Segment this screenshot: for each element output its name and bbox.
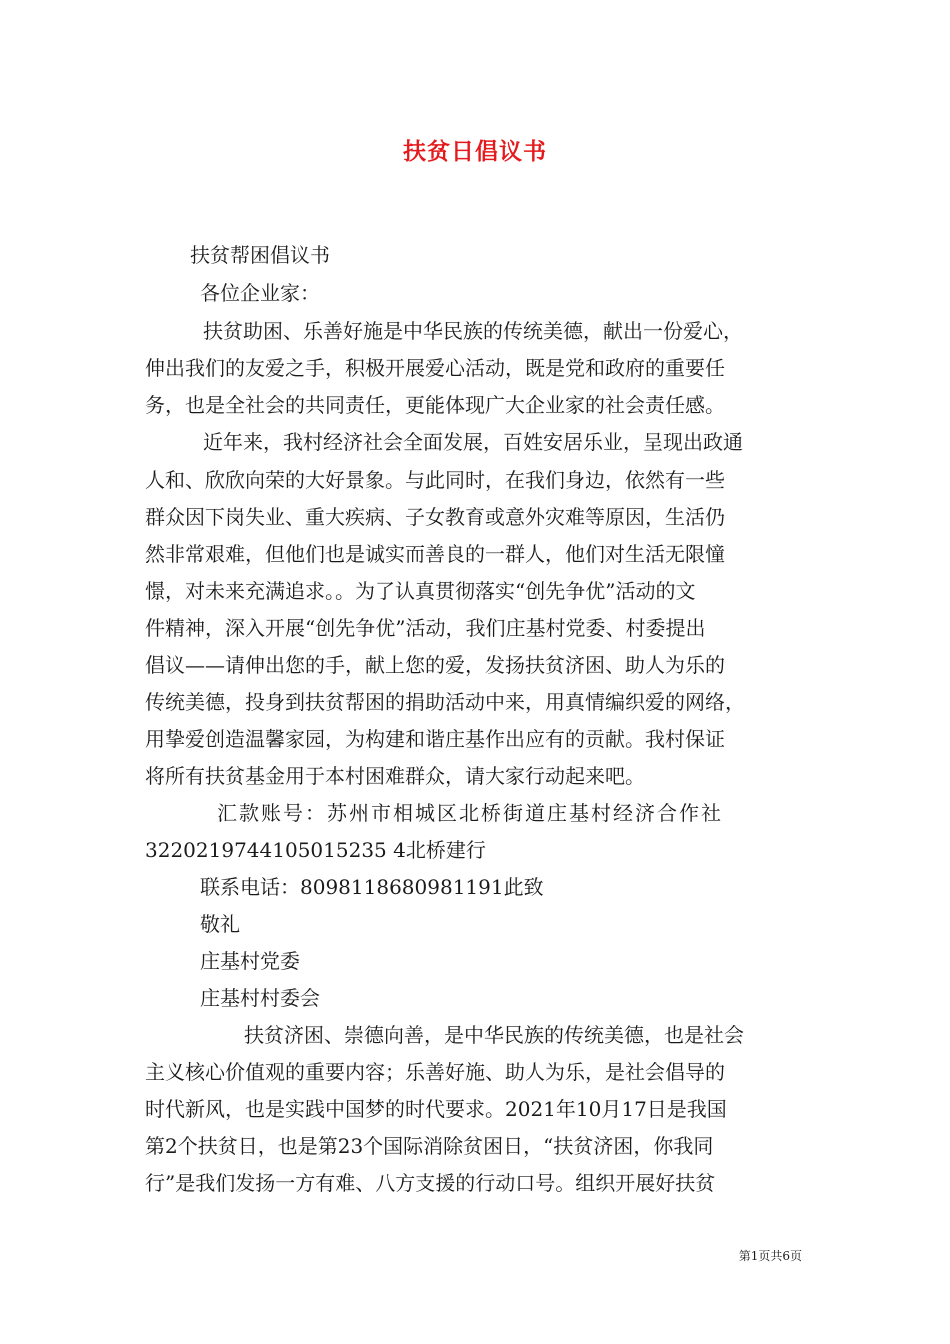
- body-line: 行”是我们发扬一方有难、八方支援的行动口号。组织开展好扶贫: [145, 1171, 716, 1195]
- signature-village-committee: 庄基村村委会: [200, 986, 320, 1010]
- body-line: 将所有扶贫基金用于本村困难群众，请大家行动起来吧。: [145, 764, 645, 788]
- account-number-line: 3220219744105015235 4北桥建行: [145, 838, 486, 862]
- body-line: 伸出我们的友爱之手，积极开展爱心活动，既是党和政府的重要任: [145, 356, 725, 380]
- body-line: 第2个扶贫日，也是第23个国际消除贫困日，“扶贫济困，你我同: [145, 1134, 714, 1158]
- closing-line: 敬礼: [200, 912, 240, 936]
- account-line: 汇款账号：苏州市相城区北桥街道庄基村经济合作社: [217, 801, 723, 825]
- subtitle-line: 扶贫帮困倡议书: [190, 243, 330, 267]
- body-line: 扶贫助困、乐善好施是中华民族的传统美德，献出一份爱心，: [203, 319, 743, 343]
- body-line: 群众因下岗失业、重大疾病、子女教育或意外灾难等原因，生活仍: [145, 505, 725, 529]
- salutation-line: 各位企业家：: [200, 281, 320, 305]
- body-line: 人和、欣欣向荣的大好景象。与此同时，在我们身边，依然有一些: [145, 468, 725, 492]
- body-line: 扶贫济困、崇德向善，是中华民族的传统美德，也是社会: [244, 1023, 744, 1047]
- signature-party-committee: 庄基村党委: [200, 949, 300, 973]
- phone-line: 联系电话：8098118680981191此致: [200, 875, 544, 899]
- body-line: 然非常艰难，但他们也是诚实而善良的一群人，他们对生活无限憧: [145, 542, 725, 566]
- body-line: 时代新风，也是实践中国梦的时代要求。2021年10月17日是我国: [145, 1097, 727, 1121]
- document-title: 扶贫日倡议书: [403, 139, 547, 165]
- body-line: 憬，对未来充满追求。。为了认真贯彻落实“创先争优”活动的文: [145, 579, 696, 603]
- page-number: 第1页共6页: [738, 1249, 802, 1263]
- body-line: 用挚爱创造温馨家园，为构建和谐庄基作出应有的贡献。我村保证: [145, 727, 725, 751]
- body-line: 传统美德，投身到扶贫帮困的捐助活动中来，用真情编织爱的网络，: [145, 690, 745, 714]
- body-line: 主义核心价值观的重要内容；乐善好施、助人为乐，是社会倡导的: [145, 1060, 725, 1084]
- body-line: 倡议——请伸出您的手，献上您的爱，发扬扶贫济困、助人为乐的: [145, 653, 725, 677]
- body-line: 近年来，我村经济社会全面发展，百姓安居乐业，呈现出政通: [203, 430, 743, 454]
- body-line: 件精神，深入开展“创先争优”活动，我们庄基村党委、村委提出: [145, 616, 706, 640]
- body-line: 务，也是全社会的共同责任，更能体现广大企业家的社会责任感。: [145, 393, 725, 417]
